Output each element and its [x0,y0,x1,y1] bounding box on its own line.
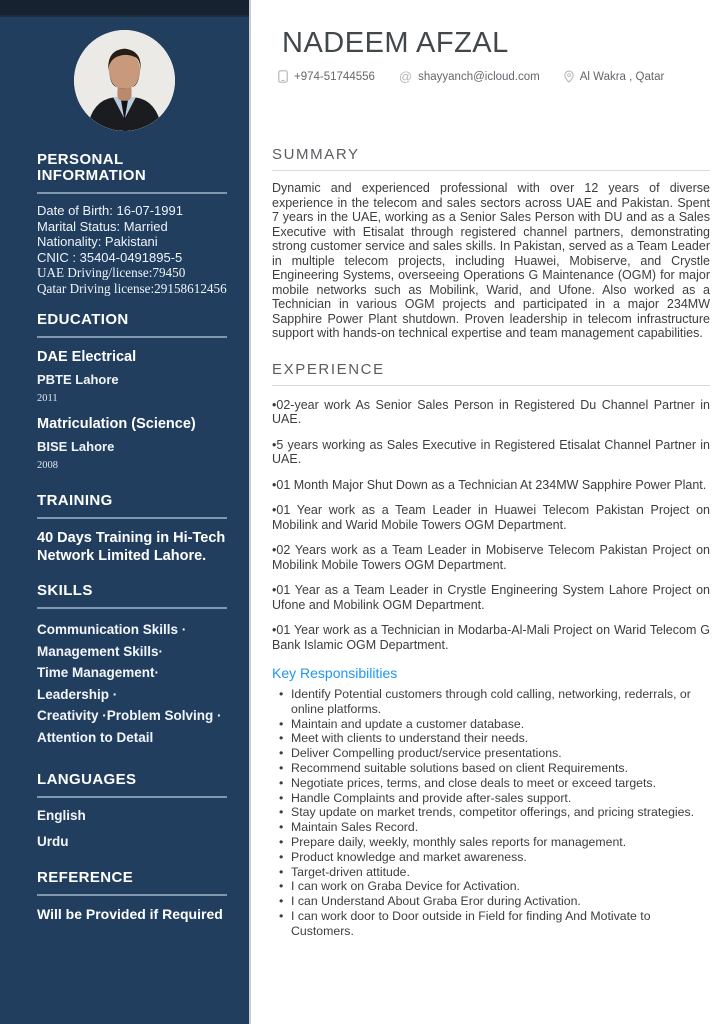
personal-info-line: Qatar Driving license:29158612456 [37,280,227,296]
skill-item: Communication Skills · [37,622,187,637]
skills-title: SKILLS [37,582,93,599]
section-divider [37,336,227,338]
experience-list [272,398,710,653]
experience-item: • 02-year work As Senior Sales Person in Registered Du Channel Partner in UAE. [272,398,710,427]
location-icon [564,70,574,83]
skills-list [37,619,227,748]
main-column [272,0,710,939]
experience-item: • 01 Year work as a Team Leader in Huawei Telecom Pakistan Project on Mobilink and Warid Mobile Towers OGM Department. [272,503,710,532]
profile-photo [74,30,175,131]
location-contact [564,70,665,83]
responsibility-item: • Identify Potential customers through cold calling, networking, rederrals, or online platforms. [278,687,710,717]
education-school: PBTE Lahore [37,372,119,387]
experience-item: • 02 Years work as a Team Leader in Mobiserve Telecom Pakistan Project on Mobilink Mobile Towers OGM Department. [272,543,710,572]
responsibility-item: • Handle Complaints and provide after-sales support. [278,791,710,806]
skill-item: Attention to Detail [37,729,154,745]
education-degree: Matriculation (Science) [37,416,196,432]
training-text: 40 Days Training in Hi-Tech Network Limited Lahore. [37,530,226,564]
responsibility-item: • Meet with clients to understand their needs. [278,731,710,746]
education-title: EDUCATION [37,311,129,328]
personal-info-line: Marital Status: Married [37,218,168,234]
responsibility-item: • Maintain Sales Record. [278,820,710,835]
experience-section [272,361,710,939]
experience-item: • 01 Month Major Shut Down as a Technician At 234MW Sapphire Power Plant. [272,478,710,493]
training-section [37,493,227,565]
reference-section [37,870,227,922]
language-item: Urdu [37,834,69,849]
summary-section [272,146,710,341]
contact-row [278,69,710,84]
responsibility-item: • Negotiate prices, terms, and close deals to meet or exceed targets. [278,776,710,791]
education-school: BISE Lahore [37,439,115,454]
education-year: 2008 [37,460,58,471]
languages-section [37,772,227,850]
experience-item: • 01 Year work as a Technician in Modarba-Al-Mali Project on Warid Telecom G Bank Islamic OGM Department. [272,623,710,652]
key-responsibilities-title: Key Responsibilities [272,665,398,681]
section-divider [37,607,227,609]
section-divider [37,517,227,519]
phone-contact [278,70,375,83]
responsibility-item: • I can work on Graba Device for Activation. [278,879,710,894]
skill-item: Management Skills· [37,643,164,659]
summary-text: Dynamic and experienced professional with over 12 years of diverse experience in the telecom and sales sectors across UAE and Pakistan. Spent 7 years in the UAE, working as a Senior Sales Person with DU and as a Sales Executive with Etisalat through registered channel partners, demonstrating strong customer service and sales skills. In Pakistan, served as a Team Leader in multiple telecom projects, including Huawei, Mobiserve, and Crystle Engineering Systems, overseeing Operations G Maintenance (OGM) for major mobile networks such as Mobilink, Warid, and Ufone. Also worked as a Technician in various OGM projects and participated in a major 234MW Sapphire Power Plant shutdown. Proven leadership in telecom infrastructure support with hands-on technical expertise and team management capabilities. [272,181,710,340]
sidebar-top-bar [0,0,249,17]
phone-number: +974-51744556 [294,70,375,83]
skill-item: Creativity ·Problem Solving · [37,708,222,723]
email-contact [399,69,540,84]
responsibility-item: • I can work door to Door outside in Field for finding And Motivate to Customers. [278,909,710,939]
responsibility-item: • Prepare daily, weekly, monthly sales reports for management. [278,835,710,850]
location-text: Al Wakra , Qatar [579,70,665,83]
training-title: TRAINING [37,492,113,509]
section-divider [37,796,227,798]
section-divider [37,192,227,194]
candidate-name: NADEEM AFZAL [282,27,509,59]
personal-info-line: CNIC : 35404-0491895-5 [37,249,183,265]
profile-photo-illustration [74,30,175,131]
education-item [37,415,227,472]
skill-item: Time Management· Leadership · [37,665,160,702]
responsibility-item: • Target-driven attitude. [278,865,710,880]
responsibility-item: • Deliver Compelling product/service presentations. [278,746,710,761]
personal-info-line: Nationality: Pakistani [37,234,158,249]
experience-item: • 01 Year as a Team Leader in Crystle Engineering System Lahore Project on Ufone and Mobilink OGM Department. [272,583,710,612]
responsibility-item: • I can Understand About Graba Eror during Activation. [278,894,710,909]
reference-title: REFERENCE [37,869,134,886]
email-address: shayyanch@icloud.com [418,70,540,83]
responsibility-item: • Product knowledge and market awareness. [278,850,710,865]
education-degree: DAE Electrical [37,349,137,365]
personal-info-line: UAE Driving/license:79450 [37,265,186,280]
personal-info-line: Date of Birth: 16-07-1991 [37,203,183,218]
experience-title: EXPERIENCE [272,360,385,378]
phone-icon [278,70,288,83]
skills-section [37,583,227,748]
email-icon: @ [398,69,413,84]
experience-item: • 5 years working as Sales Executive in Registered Etisalat Channel Partner in UAE. [272,438,710,467]
languages-title: LANGUAGES [37,771,137,788]
reference-text: Will be Provided if Required [37,906,223,922]
languages-list [37,808,227,850]
responsibility-item: • Recommend suitable solutions based on client Requirements. [278,761,710,776]
key-responsibilities-list [272,687,710,939]
education-section [37,312,227,472]
section-divider [272,170,710,171]
personal-info-section [37,152,227,296]
language-item: English [37,808,86,823]
sidebar [0,0,251,1024]
education-item [37,348,227,405]
personal-info-lines [37,203,227,265]
responsibility-item: • Stay update on market trends, competitor offerings, and pricing strategies. [278,805,710,820]
responsibility-item: • Maintain and update a customer database. [278,717,710,732]
summary-title: SUMMARY [272,146,360,163]
personal-info-license-lines [37,265,227,296]
personal-info-title: PERSONAL INFORMATION [37,151,147,184]
education-year: 2011 [37,393,58,404]
section-divider [272,385,710,386]
section-divider [37,894,227,896]
education-list [37,348,227,472]
